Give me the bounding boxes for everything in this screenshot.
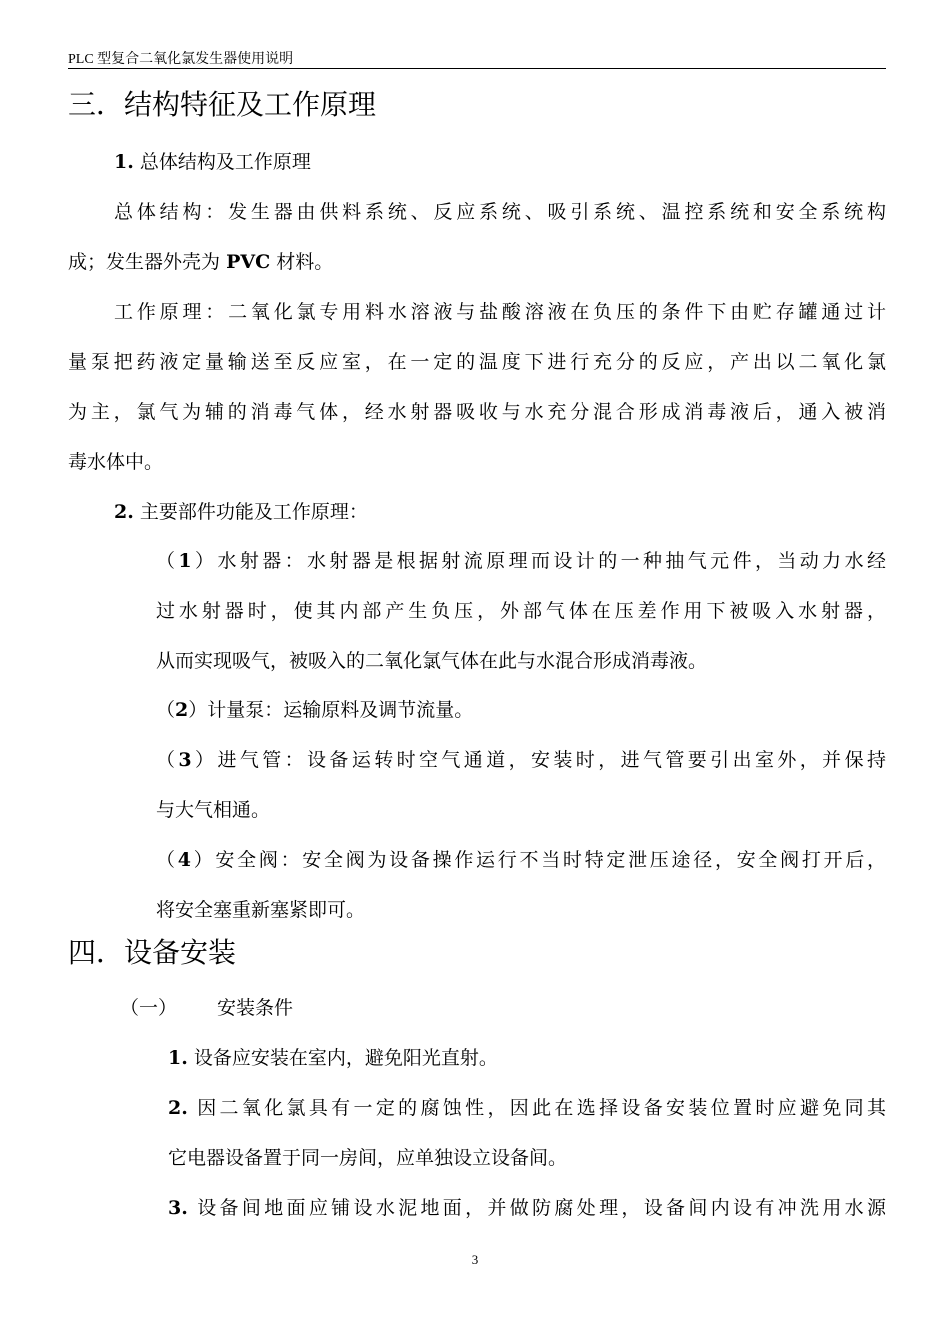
list-item: 3. 设备间地面应铺设水泥地面，并做防腐处理，设备间内设有冲洗用水源 [168, 1197, 886, 1219]
list-item: （4）安全阀：安全阀为设备操作运行不当时特定泄压途径，安全阀打开后， [156, 849, 886, 871]
list-item: （1）水射器：水射器是根据射流原理而设计的一种抽气元件，当动力水经 [156, 550, 886, 572]
list-item-line: 它电器设备置于同一房间，应单独设立设备间。 [168, 1147, 568, 1169]
list-item-line: 与大气相通。 [156, 799, 271, 821]
list-item: 1. 设备应安装在室内，避免阳光直射。 [168, 1047, 498, 1069]
list-item: （2）计量泵：运输原料及调节流量。 [156, 699, 474, 721]
subsection-heading: 1. 总体结构及工作原理 [114, 151, 311, 173]
paragraph-line: 毒水体中。 [68, 451, 164, 473]
list-item-line: 过水射器时，使其内部产生负压，外部气体在压差作用下被吸入水射器， [156, 600, 886, 622]
list-item: （3）进气管：设备运转时空气通道，安装时，进气管要引出室外，并保持 [156, 749, 886, 771]
paragraph-line: 工作原理：二氧化氯专用料水溶液与盐酸溶液在负压的条件下由贮存罐通过计 [114, 301, 886, 323]
paragraph-line: 成；发生器外壳为 PVC 材料。 [68, 251, 334, 273]
header-title: PLC 型复合二氧化氯发生器使用说明 [68, 52, 294, 67]
list-item: 2. 因二氧化氯具有一定的腐蚀性，因此在选择设备安装位置时应避免同其 [168, 1097, 886, 1119]
section-title: 三．结构特征及工作原理 [68, 88, 377, 121]
paragraph-line: 量泵把药液定量输送至反应室，在一定的温度下进行充分的反应，产出以二氧化氯 [68, 351, 886, 373]
section-title: 四．设备安装 [68, 936, 237, 969]
paragraph-line: 为主，氯气为辅的消毒气体，经水射器吸收与水充分混合形成消毒液后，通入被消 [68, 401, 886, 423]
page-header [68, 40, 886, 69]
paragraph-line: 总体结构：发生器由供料系统、反应系统、吸引系统、温控系统和安全系统构 [114, 201, 886, 223]
subsection-heading: 2. 主要部件功能及工作原理： [114, 501, 368, 523]
list-item-line: 从而实现吸气，被吸入的二氧化氯气体在此与水混合形成消毒液。 [156, 650, 708, 672]
list-item-line: 将安全塞重新塞紧即可。 [156, 899, 366, 921]
subsection-heading: （一） 安装条件 [120, 997, 294, 1019]
page-number: 3 [471, 1252, 479, 1267]
